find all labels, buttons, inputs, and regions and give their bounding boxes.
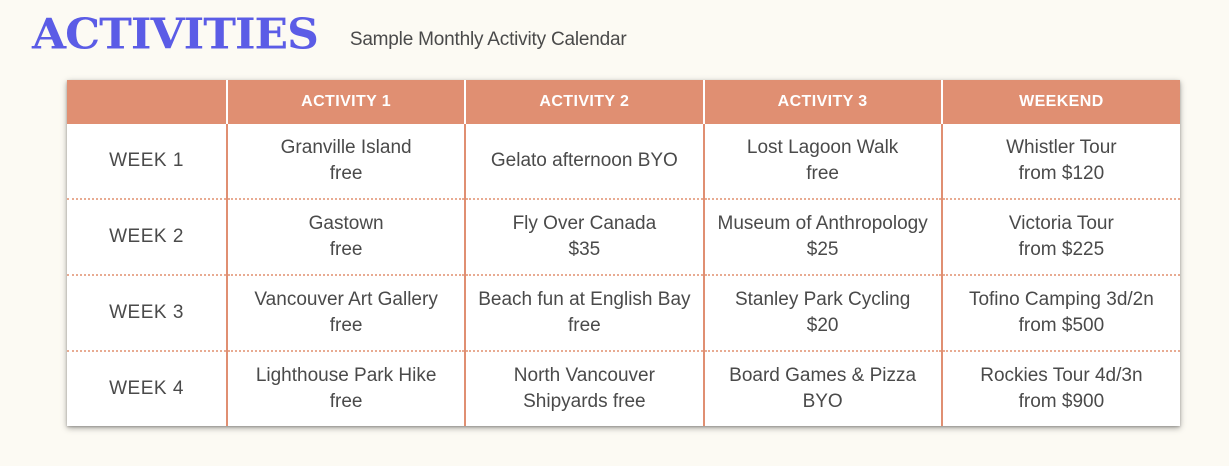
calendar-table	[67, 80, 1180, 426]
activity-price: $25	[806, 239, 839, 260]
activity-cell	[227, 199, 465, 275]
activity-cell	[227, 351, 465, 426]
activity-cell	[227, 275, 465, 351]
activity-price: free	[329, 239, 363, 260]
page-subtitle: Sample Monthly Activity Calendar	[349, 29, 627, 50]
activity-price: from $225	[1018, 239, 1105, 260]
activity-name: Fly Over Canada	[512, 213, 657, 234]
activity-cell	[465, 124, 703, 199]
activity-name: Museum of Anthropology	[717, 213, 928, 234]
activity-cell	[465, 199, 703, 275]
activity-price: Shipyards free	[523, 391, 646, 412]
page-header	[32, 10, 626, 60]
week-label: WEEK 2	[67, 199, 227, 275]
activity-name: Tofino Camping 3d/2n	[968, 289, 1154, 310]
header-cell-activity-3: ACTIVITY 3	[704, 80, 942, 124]
activity-cell	[704, 351, 942, 426]
weekend-cell	[942, 124, 1180, 199]
table-row	[67, 124, 1180, 199]
activity-price: free	[568, 315, 601, 336]
activity-cell	[465, 275, 703, 351]
activity-cell	[704, 124, 942, 199]
activity-name: Victoria Tour	[1008, 213, 1114, 234]
activity-cell	[704, 199, 942, 275]
activity-cell	[704, 275, 942, 351]
activity-price: free	[329, 315, 363, 336]
activity-name: Vancouver Art Gallery	[254, 289, 438, 310]
calendar-header	[67, 80, 1180, 124]
activity-name: Lost Lagoon Walk	[746, 137, 899, 158]
activity-calendar	[67, 80, 1180, 426]
header-cell-activity-1: ACTIVITY 1	[227, 80, 465, 124]
header-cell-corner	[67, 80, 227, 124]
activity-price: $35	[568, 239, 601, 260]
activity-name: North Vancouver	[513, 365, 655, 386]
activity-cell	[465, 351, 703, 426]
week-label: WEEK 3	[67, 275, 227, 351]
table-row	[67, 199, 1180, 275]
table-row	[67, 275, 1180, 351]
weekend-cell	[942, 351, 1180, 426]
activity-name: Whistler Tour	[1006, 137, 1117, 158]
header-cell-weekend: WEEKEND	[942, 80, 1180, 124]
page-title: ACTIVITIES	[32, 10, 318, 59]
activity-cell	[227, 124, 465, 199]
activity-name: Beach fun at English Bay	[478, 289, 691, 310]
activity-price: from $120	[1018, 163, 1105, 184]
activity-name: Granville Island	[280, 137, 412, 158]
activity-price: $20	[806, 315, 839, 336]
activity-price: from $500	[1018, 315, 1105, 336]
header-cell-activity-2: ACTIVITY 2	[465, 80, 703, 124]
header-row	[67, 80, 1180, 124]
activity-name: Stanley Park Cycling	[734, 289, 911, 310]
activity-price: free	[329, 391, 363, 412]
activity-name: Gastown	[308, 213, 384, 234]
activity-name: Rockies Tour 4d/3n	[980, 365, 1143, 386]
activity-name: Board Games & Pizza	[729, 365, 917, 386]
week-label: WEEK 1	[109, 150, 184, 171]
activity-name: Gelato afternoon BYO	[490, 150, 678, 171]
activity-price: from $900	[1018, 391, 1105, 412]
activity-name: Lighthouse Park Hike	[255, 365, 437, 386]
calendar-body	[67, 124, 1180, 426]
activity-price: free	[806, 163, 839, 184]
week-label: WEEK 4	[67, 351, 227, 426]
activity-price: free	[329, 163, 363, 184]
activity-price: BYO	[802, 391, 843, 412]
table-row	[67, 351, 1180, 426]
weekend-cell	[942, 199, 1180, 275]
weekend-cell	[942, 275, 1180, 351]
